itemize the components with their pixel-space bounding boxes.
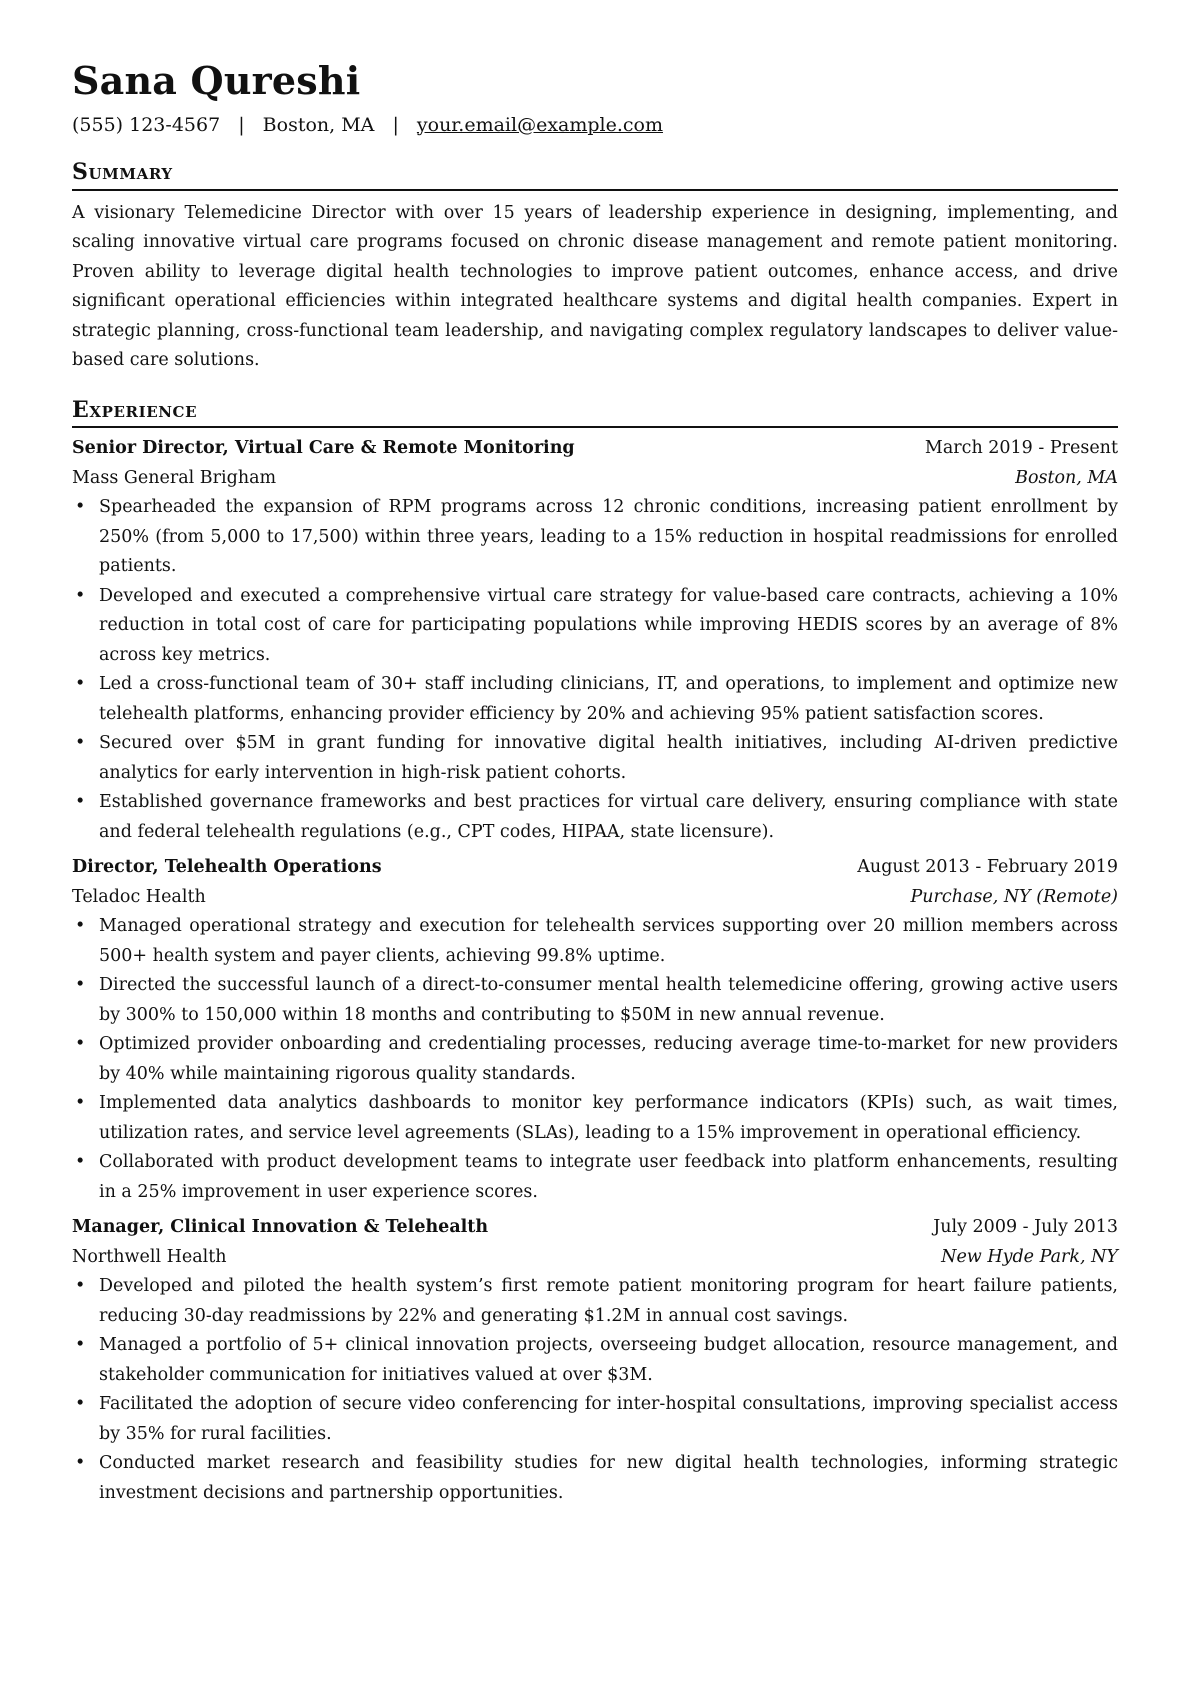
job-company: Northwell Health [72,1246,227,1267]
job-bullets [72,1272,1118,1508]
contact-separator: | [238,113,245,136]
job-dates: March 2019 - Present [924,438,1118,459]
phone-number: (555) 123-4567 [72,113,221,136]
job-entry [72,853,1118,1207]
job-location: Purchase, NY (Remote) [910,886,1118,907]
bullet-item: • Implemented data analytics dashboards to monitor key performance indicators (KPIs) such, as wait times, utilization rates, and service level agreements (SLAs), leading to a 15% improvement in operational efficiency. [99,1089,1118,1148]
job-dates: July 2009 - July 2013 [933,1217,1118,1238]
job-company: Mass General Brigham [72,467,277,488]
job-subheader [72,1243,1118,1273]
bullet-item: • Developed and executed a comprehensive virtual care strategy for value-based care contracts, achieving a 10% reduction in total cost of care for participating populations while improving HEDIS scores by an average of 8% across key metrics. [99,582,1118,671]
job-subheader [72,464,1118,494]
contact-line [72,112,1118,139]
job-dates: August 2013 - February 2019 [857,857,1118,878]
bullet-item: • Established governance frameworks and best practices for virtual care delivery, ensuring compliance with state and federal telehealth regulations (e.g., CPT codes, HIPAA, state licensure). [99,788,1118,847]
bullet-item: • Spearheaded the expansion of RPM programs across 12 chronic conditions, increasing patient enrollment by 250% (from 5,000 to 17,500) within three years, leading to a 15% reduction in hospital readmissions for enrolled patients. [99,493,1118,582]
candidate-name: Sana Qureshi [72,58,361,103]
job-entry [72,1213,1118,1508]
job-header [72,1213,1118,1243]
job-company: Teladoc Health [72,886,206,907]
job-title: Director, Telehealth Operations [72,857,382,878]
bullet-item: • Managed a portfolio of 5+ clinical innovation projects, overseeing budget allocation, resource management, and stakeholder communication for initiatives valued at over $3M. [99,1331,1118,1390]
job-bullets [72,493,1118,847]
bullet-item: • Collaborated with product development teams to integrate user feedback into platform enhancements, resulting in a 25% improvement in user experience scores. [99,1148,1118,1207]
bullet-item: • Secured over $5M in grant funding for innovative digital health initiatives, including AI-driven predictive analytics for early intervention in high-risk patient cohorts. [99,729,1118,788]
job-entry [72,434,1118,847]
job-location: New Hyde Park, NY [941,1246,1118,1267]
summary-text: A visionary Telemedicine Director with over 15 years of leadership experience in designing, implementing, and scaling innovative virtual care programs focused on chronic disease management and remote patient monitoring. Proven ability to leverage digital health technologies to improve patient outcomes, enhance access, and drive significant operational efficiencies within integrated healthcare systems and digital health companies. Expert in strategic planning, cross-functional team leadership, and navigating complex regulatory landscapes to deliver value-based care solutions. [72,202,1118,371]
bullet-item: • Developed and piloted the health system’s first remote patient monitoring program for heart failure patients, reducing 30-day readmissions by 22% and generating $1.2M in annual cost savings. [99,1272,1118,1331]
bullet-item: • Conducted market research and feasibility studies for new digital health technologies, informing strategic investment decisions and partnership opportunities. [99,1449,1118,1508]
contact-location: Boston, MA [262,113,375,136]
job-title: Manager, Clinical Innovation & Telehealth [72,1217,489,1238]
job-location: Boston, MA [1015,467,1118,488]
contact-separator: | [392,113,399,136]
bullet-item: • Managed operational strategy and execution for telehealth services supporting over 20 million members across 500+ health system and payer clients, achieving 99.8% uptime. [99,912,1118,971]
job-header [72,434,1118,464]
email-link[interactable]: your.email@example.com [416,113,663,136]
job-bullets [72,912,1118,1207]
job-subheader [72,883,1118,913]
experience-heading: Experience [72,396,1118,429]
summary-heading: Summary [72,158,1118,191]
bullet-item: • Optimized provider onboarding and credentialing processes, reducing average time-to-market for new providers by 40% while maintaining rigorous quality standards. [99,1030,1118,1089]
job-title: Senior Director, Virtual Care & Remote Monitoring [72,438,575,459]
bullet-item: • Directed the successful launch of a direct-to-consumer mental health telemedicine offering, growing active users by 300% to 150,000 within 18 months and contributing to $50M in new annual revenue. [99,971,1118,1030]
bullet-item: • Facilitated the adoption of secure video conferencing for inter-hospital consultations, improving specialist access by 35% for rural facilities. [99,1390,1118,1449]
job-header [72,853,1118,883]
bullet-item: • Led a cross-functional team of 30+ staff including clinicians, IT, and operations, to implement and optimize new telehealth platforms, enhancing provider efficiency by 20% and achieving 95% patient satisfaction scores. [99,670,1118,729]
